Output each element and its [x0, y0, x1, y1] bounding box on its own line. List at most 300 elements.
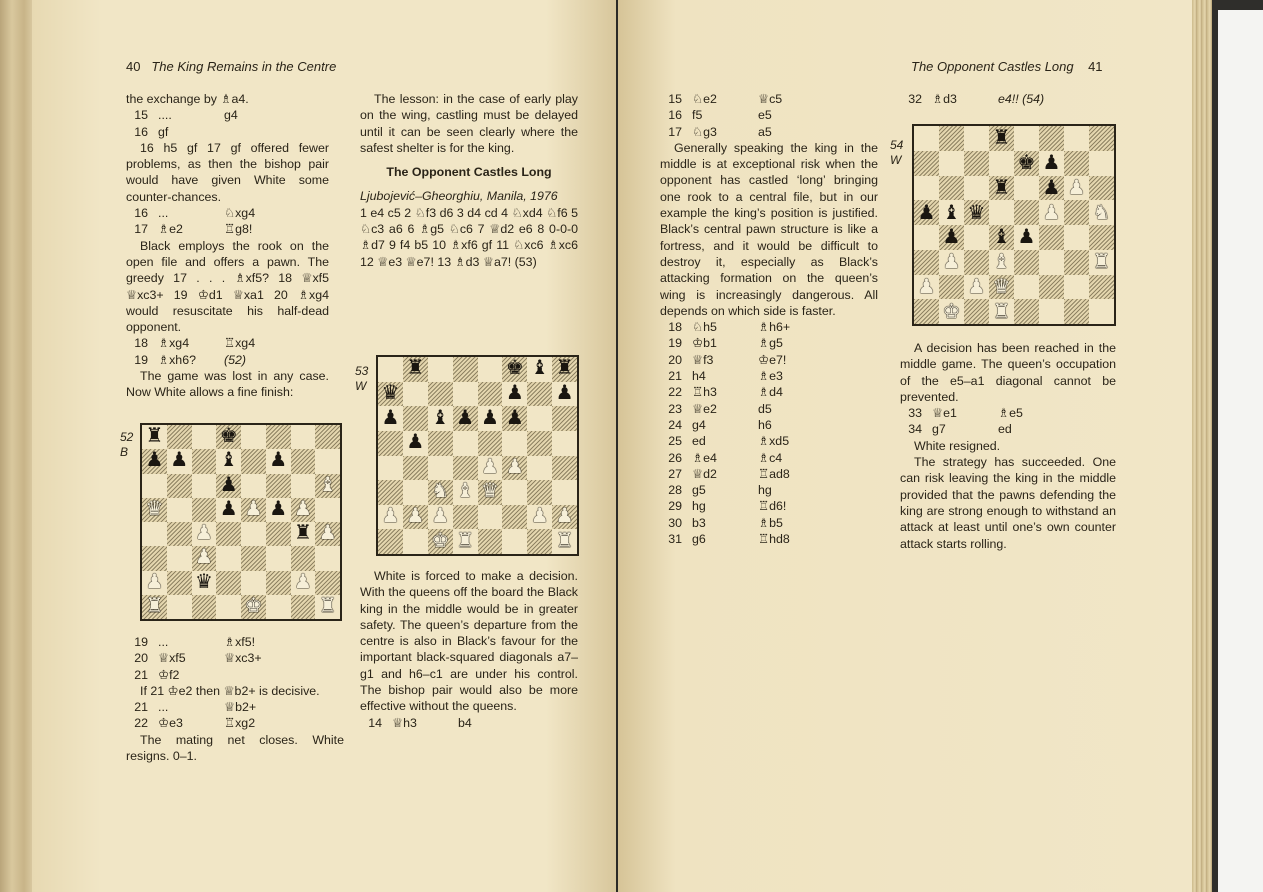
board-square: [216, 474, 241, 498]
white-move: ♔f2: [158, 667, 180, 682]
board-square: [315, 425, 340, 449]
black-pawn-icon: ♟: [269, 449, 287, 472]
board-square: [1089, 176, 1114, 201]
move-line: [660, 450, 878, 466]
board-square: [527, 406, 552, 431]
white-move: ...: [158, 700, 169, 715]
black-move: ♕c5: [758, 92, 783, 106]
move-line: [660, 352, 878, 368]
board-square: [502, 505, 527, 530]
board-square: [266, 498, 291, 522]
black-rook-icon: ♜: [406, 357, 425, 380]
board-square: [378, 406, 403, 431]
black-queen-icon: ♛: [967, 201, 986, 224]
board-square: [914, 225, 939, 250]
board-square: [1014, 126, 1039, 151]
black-move: ♖xg2: [224, 716, 256, 731]
diagram-52-board: [140, 423, 342, 621]
board-square: [989, 126, 1014, 151]
board-square: [378, 431, 403, 456]
board-square: [266, 474, 291, 498]
board-square: [167, 571, 192, 595]
board-square: [241, 571, 266, 595]
board-square: [315, 498, 340, 522]
move-number: 26: [668, 450, 682, 465]
move-number: 14: [368, 715, 382, 730]
board-square: [939, 126, 964, 151]
white-pawn-icon: ♟: [294, 497, 312, 520]
white-pawn-icon: ♟: [481, 455, 499, 478]
white-bishop-icon: ♝: [318, 473, 337, 496]
move-line: [126, 107, 329, 123]
black-pawn-icon: ♟: [505, 406, 524, 429]
black-pawn-icon: ♟: [219, 473, 238, 496]
board-square: [378, 382, 403, 407]
move-line: [126, 335, 329, 351]
black-king-icon: ♚: [219, 425, 238, 448]
black-pawn-icon: ♟: [381, 406, 400, 429]
board-square: [216, 522, 241, 546]
black-bishop-icon: ♝: [219, 449, 238, 472]
board-square: [478, 480, 503, 505]
white-move: g7: [932, 422, 946, 437]
paragraph: If 21 ♔e2 then ♕b2+ is decisive.: [140, 683, 320, 698]
board-square: [192, 474, 217, 498]
black-king-icon: ♚: [505, 357, 524, 380]
white-knight-icon: ♞: [1092, 201, 1111, 224]
board-square: [964, 126, 989, 151]
move-line: [126, 699, 344, 715]
black-king-icon: ♚: [1017, 152, 1036, 175]
black-move: e4!! (54): [998, 92, 1045, 106]
paragraph: The strategy has succeeded. One can risk leaving the king in the middle provided that the pawns defending the king are strong enough to withstand an attack at least until one’s own counter attack starts rolling.: [900, 455, 1116, 551]
black-pawn-icon: ♟: [1042, 176, 1061, 199]
paragraph: 16 h5 gf 17 gf offered fewer problems, as then the bishop pair would have given White some counter-chances.: [126, 140, 329, 204]
move-line: [660, 466, 878, 482]
paragraph: Ljubojević–Gheorghiu, Manila, 1976: [360, 189, 558, 204]
board-square: [989, 275, 1014, 300]
black-move: ♖g8!: [224, 222, 253, 237]
black-move: hg: [758, 483, 772, 498]
board-square: [142, 546, 167, 570]
board-square: [378, 505, 403, 530]
white-pawn-icon: ♟: [381, 505, 400, 528]
white-move: ♗xh6?: [158, 352, 196, 367]
move-line: [660, 368, 878, 384]
board-square: [315, 522, 340, 546]
board-square: [1064, 225, 1089, 250]
board-square: [989, 151, 1014, 176]
board-square: [1014, 151, 1039, 176]
board-square: [914, 126, 939, 151]
board-square: [315, 449, 340, 473]
paragraph: White resigned.: [914, 438, 1001, 453]
board-square: [142, 522, 167, 546]
diagram-52-side: B: [120, 445, 129, 459]
board-square: [403, 505, 428, 530]
board-square: [403, 382, 428, 407]
right-col2-top: [900, 91, 1116, 107]
white-bishop-icon: ♝: [456, 480, 474, 503]
move-number: 18: [134, 336, 148, 351]
board-square: [453, 431, 478, 456]
white-pawn-icon: ♟: [505, 455, 524, 478]
move-number: 34: [908, 422, 922, 437]
black-pawn-icon: ♟: [555, 381, 574, 404]
black-pawn-icon: ♟: [269, 497, 287, 520]
white-pawn-icon: ♟: [318, 522, 337, 545]
white-queen-icon: ♛: [145, 497, 164, 520]
move-line: [660, 417, 878, 433]
move-line: [660, 515, 878, 531]
board-square: [1014, 275, 1039, 300]
board-square: [266, 595, 291, 619]
move-line: [900, 421, 1116, 437]
board-square: [216, 571, 241, 595]
paragraph: Black employs the rook on the open file and offers a pawn. The greedy 17 . . . ♗xf5? 18 ♕xf5 ♕xc3+ 19 ♔d1 ♕xa1 20 ♗xg4 would resuscitate his half-dead opponent.: [126, 238, 329, 335]
black-move: ♗xf5!: [224, 635, 256, 649]
board-square: [1089, 126, 1114, 151]
board-square: [502, 529, 527, 554]
paragraph: White is forced to make a decision. With the queens off the board the Black king in the middle would be in greater safety. The queen’s departure from the centre is also in Black’s favour for the important black-squared diagonals a7–g1 and h6–c1 are under his control. The bishop pair would also be more effective without the queens.: [360, 569, 578, 714]
white-king-icon: ♚: [244, 594, 263, 617]
board-square: [989, 299, 1014, 324]
board-square: [939, 225, 964, 250]
move-number: 16: [134, 124, 148, 139]
board-square: [266, 546, 291, 570]
board-square: [478, 357, 503, 382]
white-pawn-icon: ♟: [145, 570, 164, 593]
move-line: [126, 650, 344, 666]
white-move: ♔e3: [158, 716, 183, 731]
board-square: [478, 456, 503, 481]
black-bishop-icon: ♝: [530, 357, 549, 380]
move-number: 16: [668, 108, 682, 123]
white-move: ♕d2: [692, 466, 717, 481]
black-move: d5: [758, 401, 772, 416]
black-pawn-icon: ♟: [942, 226, 961, 249]
section-heading: The Opponent Castles Long: [386, 165, 552, 180]
white-rook-icon: ♜: [555, 529, 574, 552]
white-move: hg: [692, 499, 706, 514]
white-rook-icon: ♜: [318, 594, 337, 617]
board-square: [1089, 275, 1114, 300]
paragraph: The game was lost in any case. Now White allows a fine finish:: [126, 369, 329, 400]
black-pawn-icon: ♟: [219, 497, 238, 520]
move-number: 29: [668, 499, 682, 514]
black-bishop-icon: ♝: [992, 226, 1011, 249]
white-move: g4: [692, 417, 706, 432]
move-line: [660, 91, 878, 107]
board-square: [453, 505, 478, 530]
white-move: ♕e1: [932, 406, 957, 421]
board-square: [167, 474, 192, 498]
move-line: [660, 401, 878, 417]
move-number: 22: [668, 385, 682, 400]
board-square: [552, 505, 577, 530]
white-move: ...: [158, 206, 169, 221]
white-pawn-icon: ♟: [530, 505, 549, 528]
move-number: 24: [668, 417, 682, 432]
black-rook-icon: ♜: [555, 357, 574, 380]
board-square: [1014, 299, 1039, 324]
board-square: [478, 406, 503, 431]
white-pawn-icon: ♟: [917, 275, 936, 298]
move-line: [900, 405, 1116, 421]
white-move: h4: [692, 369, 706, 384]
move-number: 31: [668, 532, 682, 547]
board-square: [266, 449, 291, 473]
white-pawn-icon: ♟: [431, 505, 450, 528]
board-square: [291, 425, 316, 449]
white-move: ♕e2: [692, 401, 717, 416]
board-square: [914, 200, 939, 225]
board-square: [142, 498, 167, 522]
board-square: [964, 151, 989, 176]
board-square: [403, 431, 428, 456]
board-square: [1014, 225, 1039, 250]
board-square: [428, 480, 453, 505]
move-line: [900, 91, 1116, 107]
black-move: ♗b5: [758, 515, 783, 530]
board-square: [1064, 200, 1089, 225]
board-square: [1089, 225, 1114, 250]
board-square: [478, 431, 503, 456]
board-square: [552, 456, 577, 481]
white-move: ed: [692, 434, 706, 449]
white-move: g5: [692, 483, 706, 498]
board-square: [1089, 299, 1114, 324]
white-pawn-icon: ♟: [294, 570, 312, 593]
board-square: [167, 449, 192, 473]
board-square: [989, 225, 1014, 250]
board-square: [989, 200, 1014, 225]
move-number: 21: [668, 369, 682, 384]
board-square: [142, 571, 167, 595]
black-move: ♕xc3+: [224, 651, 262, 666]
move-line: [126, 715, 344, 731]
board-square: [914, 275, 939, 300]
board-square: [241, 474, 266, 498]
board-square: [403, 357, 428, 382]
board-square: [266, 522, 291, 546]
black-move: ♖hd8: [758, 532, 790, 547]
board-square: [291, 449, 316, 473]
black-queen-icon: ♛: [381, 381, 400, 404]
board-square: [403, 480, 428, 505]
board-square: [192, 546, 217, 570]
black-rook-icon: ♜: [992, 176, 1011, 199]
move-number: 21: [134, 667, 148, 682]
board-square: [378, 480, 403, 505]
board-square: [1039, 225, 1064, 250]
board-square: [552, 406, 577, 431]
diagram-52-number: 52: [120, 430, 134, 444]
board-square: [527, 480, 552, 505]
white-move: ♗e2: [158, 222, 183, 237]
move-number: 15: [668, 92, 682, 106]
move-line: [660, 482, 878, 498]
black-move: a5: [758, 124, 772, 139]
black-move: ♗e3: [758, 369, 783, 384]
board-square: [527, 357, 552, 382]
board-square: [939, 299, 964, 324]
right-page-number: 41: [1088, 59, 1103, 74]
black-move: ♖d6!: [758, 499, 787, 514]
move-number: 22: [134, 716, 148, 731]
white-pawn-icon: ♟: [942, 251, 961, 274]
paragraph: The lesson: in the case of early play on the wing, castling must be delayed until it can be seen clearly where the safest shelter is for the king.: [360, 92, 578, 155]
board-square: [192, 595, 217, 619]
right-header: [911, 59, 1103, 74]
move-line: [660, 531, 878, 547]
board-square: [216, 449, 241, 473]
board-square: [241, 498, 266, 522]
black-move: ♗g5: [758, 336, 783, 351]
board-square: [453, 529, 478, 554]
move-number: 19: [134, 352, 148, 367]
white-queen-icon: ♛: [992, 275, 1011, 298]
board-square: [478, 529, 503, 554]
white-knight-icon: ♞: [431, 480, 450, 503]
board-square: [552, 357, 577, 382]
board-square: [216, 546, 241, 570]
diagram-54-number: 54: [890, 138, 904, 152]
white-move: ♕h3: [392, 715, 417, 730]
right-running-title: The Opponent Castles Long: [911, 59, 1074, 74]
right-col2-bottom: [900, 340, 1116, 552]
white-pawn-icon: ♟: [406, 505, 425, 528]
board-square: [939, 151, 964, 176]
right-col1: [660, 91, 878, 547]
white-rook-icon: ♜: [1092, 251, 1111, 274]
white-move: ♖h3: [692, 385, 717, 400]
board-square: [939, 275, 964, 300]
black-pawn-icon: ♟: [170, 449, 188, 472]
board-square: [939, 250, 964, 275]
left-col2-top: [360, 91, 578, 270]
board-square: [1039, 126, 1064, 151]
board-square: [428, 529, 453, 554]
board-square: [1039, 275, 1064, 300]
board-square: [167, 595, 192, 619]
board-square: [527, 529, 552, 554]
paragraph: Generally speaking the king in the middle is at exceptional risk when the opponent has castled ‘long’ bringing one rook to a central file, but in our example the king’s position is justified. Black’s central pawn structure is like a fortress, and it would be difficult to destroy it, especially as Black’s attacking formation on the queen’s wing is increasingly dangerous. All depends on which side is faster.: [660, 140, 878, 318]
black-move: (52): [224, 352, 247, 367]
board-square: [378, 456, 403, 481]
left-header: [126, 59, 336, 74]
black-pawn-icon: ♟: [406, 431, 425, 454]
move-number: 15: [134, 108, 148, 123]
board-square: [266, 425, 291, 449]
board-square: [964, 275, 989, 300]
board-square: [216, 498, 241, 522]
diagram-54-side: W: [890, 153, 902, 167]
move-number: 23: [668, 401, 682, 416]
board-square: [291, 498, 316, 522]
white-move: ♕xf5: [158, 651, 186, 666]
board-square: [939, 176, 964, 201]
board-square: [192, 425, 217, 449]
board-square: [167, 425, 192, 449]
move-line: [126, 124, 329, 140]
board-square: [453, 456, 478, 481]
board-square: [552, 382, 577, 407]
white-pawn-icon: ♟: [195, 546, 213, 569]
board-square: [378, 529, 403, 554]
paragraph: 1 e4 c5 2 ♘f3 d6 3 d4 cd 4 ♘xd4 ♘f6 5 ♘c3 a6 6 ♗g5 ♘c6 7 ♕d2 e6 8 0-0-0 ♗d7 9 f4 b5 10 ♗xf6 gf 11 ♘xc6 ♗xc6 12 ♕e3 ♕e7! 13 ♗d3 ♕a7! (53): [360, 205, 578, 269]
move-number: 17: [668, 124, 682, 139]
white-move: b3: [692, 515, 706, 530]
move-number: 21: [134, 700, 148, 715]
white-move: ♕f3: [692, 352, 714, 367]
black-pawn-icon: ♟: [481, 406, 499, 429]
black-pawn-icon: ♟: [145, 449, 164, 472]
white-move: ♗e4: [692, 450, 717, 465]
black-move: ♘xg4: [224, 206, 256, 221]
backdrop: [1212, 0, 1263, 892]
paragraph: The mating net closes. White resigns. 0–1.: [126, 732, 344, 764]
board-square: [167, 546, 192, 570]
board-square: [989, 176, 1014, 201]
black-pawn-icon: ♟: [1017, 226, 1036, 249]
white-move: ♘e2: [692, 92, 717, 106]
white-pawn-icon: ♟: [1042, 201, 1061, 224]
left-col1-bottom: [126, 634, 344, 764]
board-square: [502, 382, 527, 407]
move-number: 32: [908, 92, 922, 106]
black-rook-icon: ♜: [145, 425, 164, 448]
board-square: [964, 176, 989, 201]
board-square: [291, 546, 316, 570]
board-square: [428, 406, 453, 431]
board-square: [428, 357, 453, 382]
move-line: [126, 667, 344, 683]
board-square: [502, 406, 527, 431]
white-king-icon: ♚: [942, 300, 961, 323]
move-line: [660, 107, 878, 123]
board-square: [1089, 200, 1114, 225]
board-square: [192, 449, 217, 473]
white-move: ♘g3: [692, 124, 717, 139]
move-line: [126, 205, 329, 221]
move-number: 25: [668, 434, 682, 449]
move-number: 20: [668, 352, 682, 367]
board-square: [939, 200, 964, 225]
board-square: [291, 522, 316, 546]
board-square: [291, 595, 316, 619]
left-col1-top: [126, 91, 329, 401]
paragraph: the exchange by ♗a4.: [126, 92, 249, 106]
board-square: [914, 299, 939, 324]
move-line: [660, 335, 878, 351]
black-move: ♗c4: [758, 450, 783, 465]
move-number: 30: [668, 515, 682, 530]
board-square: [478, 382, 503, 407]
black-move: ♖xg4: [224, 336, 256, 351]
board-square: [914, 151, 939, 176]
board-square: [167, 522, 192, 546]
board-square: [453, 382, 478, 407]
board-square: [1014, 250, 1039, 275]
board-square: [502, 431, 527, 456]
board-square: [192, 522, 217, 546]
board-square: [315, 546, 340, 570]
board-square: [552, 431, 577, 456]
board-square: [1064, 151, 1089, 176]
black-move: ♔e7!: [758, 352, 787, 367]
board-square: [192, 571, 217, 595]
